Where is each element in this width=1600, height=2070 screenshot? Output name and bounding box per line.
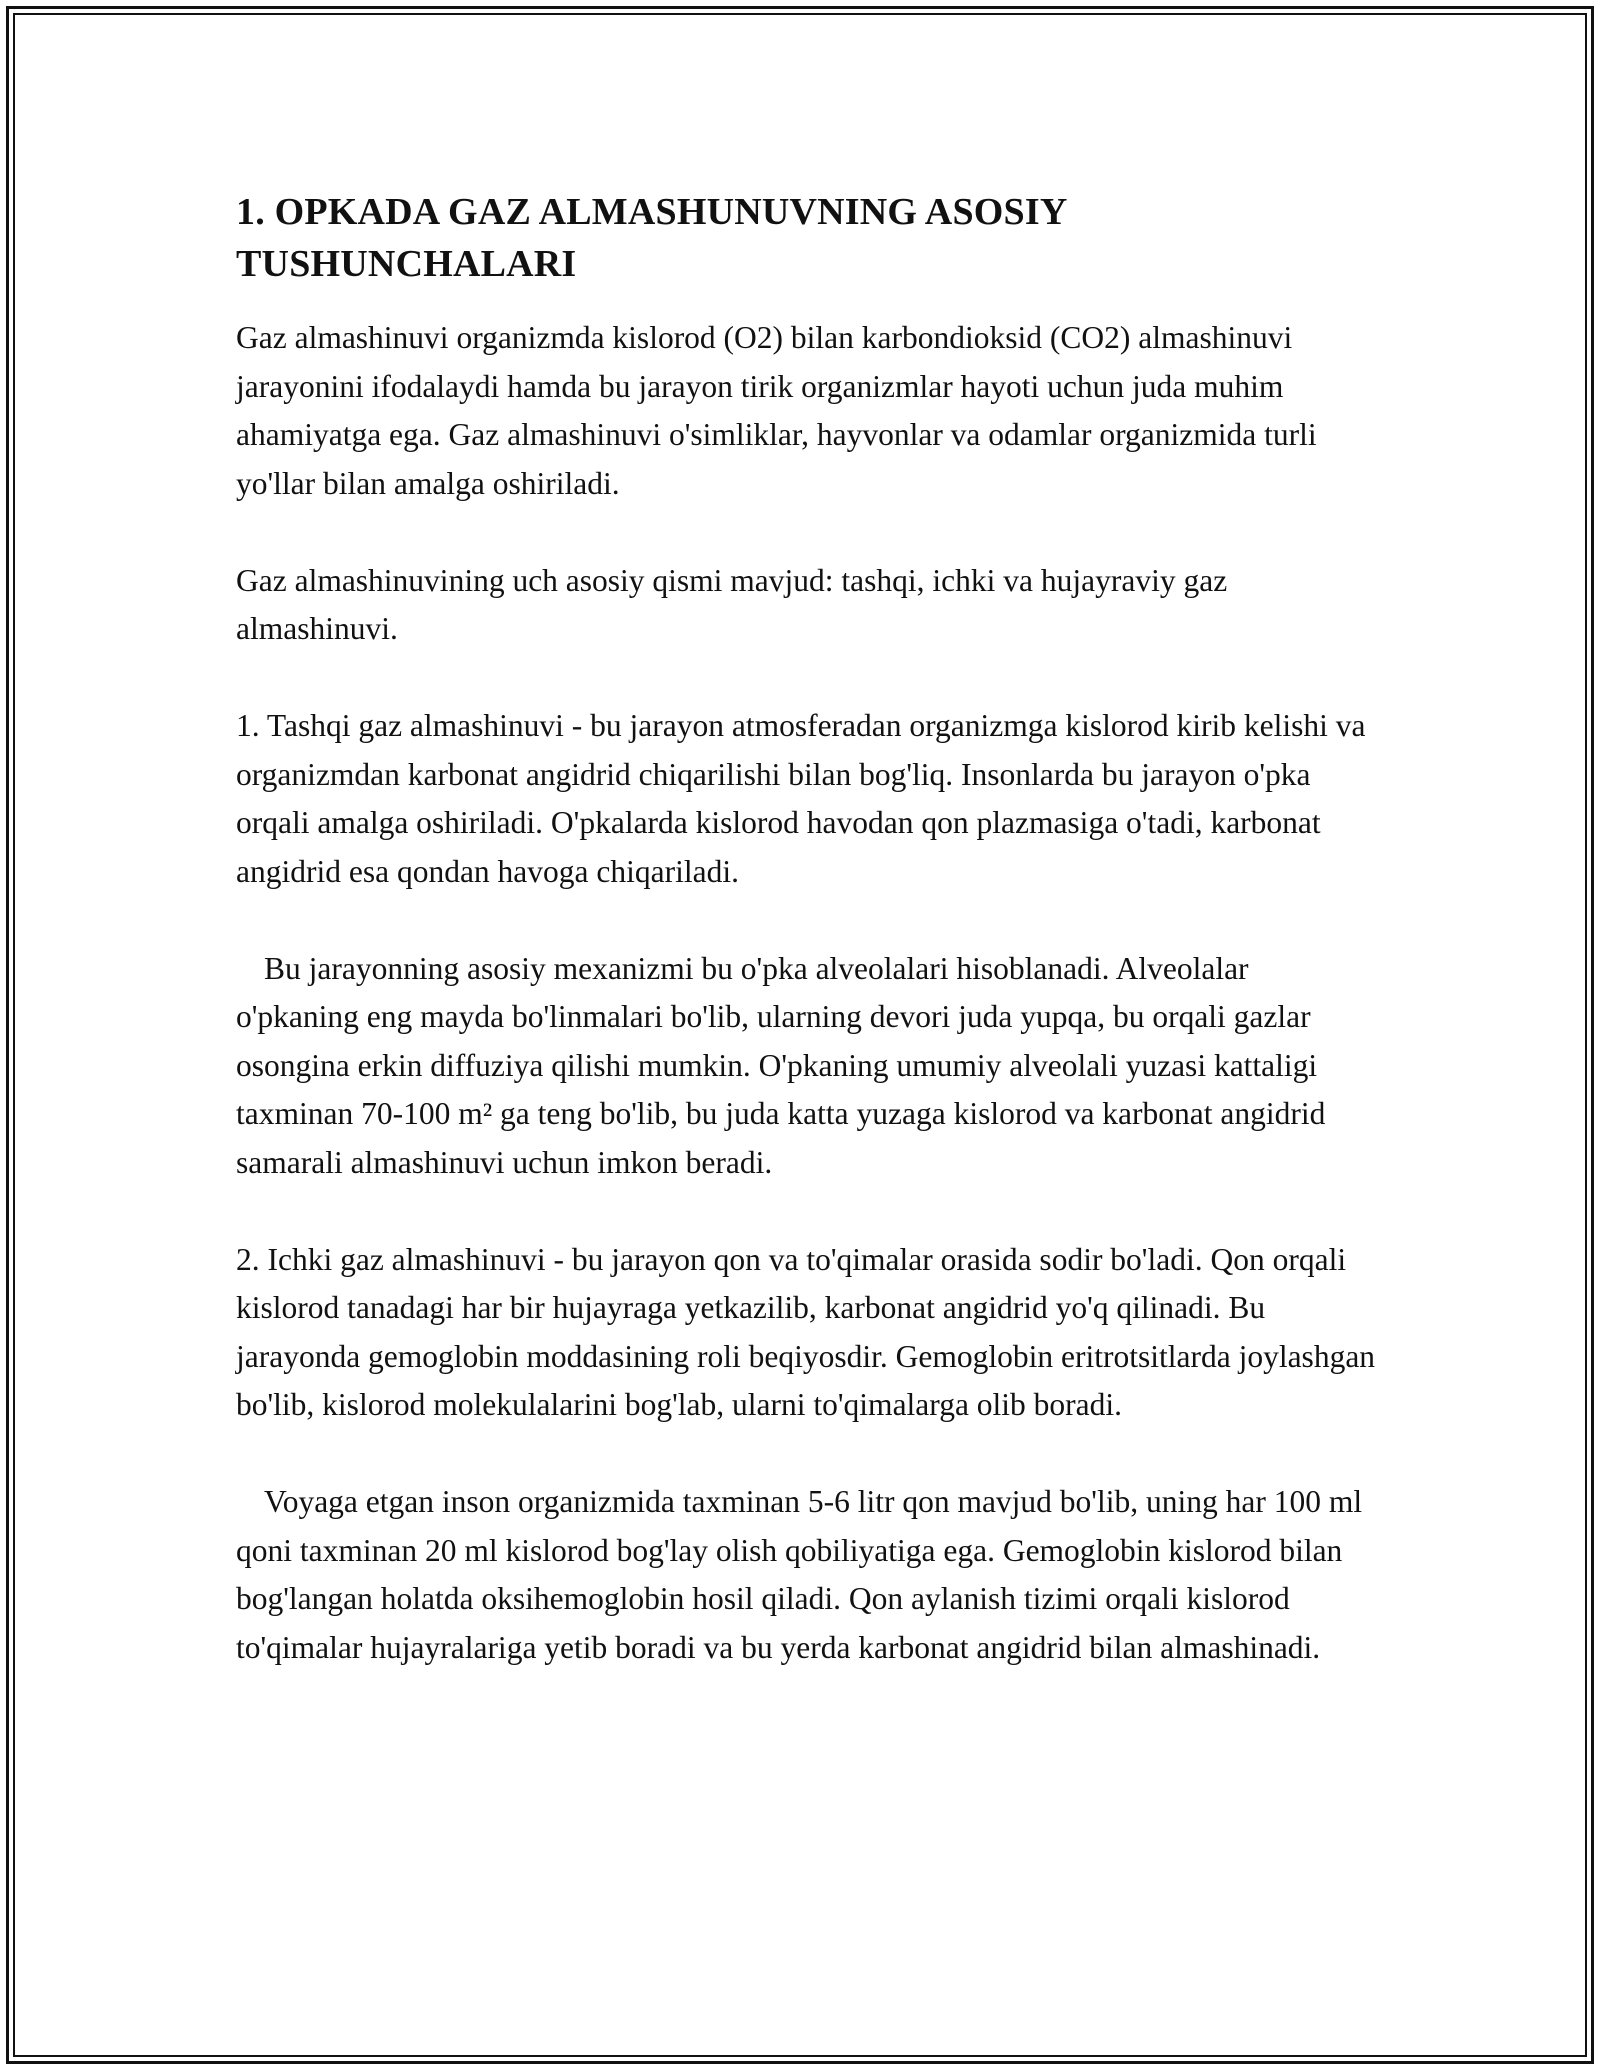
section-title: 1. OPKADA GAZ ALMASHUNUVNING ASOSIY TUSHUNCHALARI: [236, 191, 1067, 285]
paragraph-intro: Gaz almashinuvi organizmda kislorod (O2) bilan karbondioksid (CO2) almashinuvi jarayonini ifodalaydi hamda bu jarayon tirik organizmlar hayoti uchun juda muhim ahamiyatga ega. Gaz almashinuvi o'simliklar, hayvonlar va odamlar organizmida turli yo'llar bilan amalga oshiriladi.: [236, 320, 1325, 501]
paragraph-parts: Gaz almashinuvining uch asosiy qismi mavjud: tashqi, ichki va hujayraviy gaz almashinuvi.: [236, 562, 1236, 646]
document-body: [236, 186, 1383, 1672]
paragraph-internal-exchange: 2. Ichki gaz almashinuvi - bu jarayon qon va to'qimalar orasida sodir bo'ladi. Qon orqali kislorod tanadagi har bir hujayraga yetkazilib, karbonat angidrid yo'q qilinadi. Bu jarayonda gemoglobin moddasining roli beqiyosdir. Gemoglobin eritrotsitlarda joylashgan bo'lib, kislorod molekulalarini bog'lab, ularni to'qimalarga olib boradi.: [236, 1241, 1383, 1422]
paragraph-external-exchange: 1. Tashqi gaz almashinuvi - bu jarayon atmosferadan organizmga kislorod kirib kelishi va organizmdan karbonat angidrid chiqarilishi bilan bog'liq. Insonlarda bu jarayon o'pka orqali amalga oshiriladi. O'pkalarda kislorod havodan qon plazmasiga o'tadi, karbonat angidrid esa qondan havoga chiqariladi.: [236, 708, 1374, 889]
paragraph-alveoli: Bu jarayonning asosiy mexanizmi bu o'pka alveolalari hisoblanadi. Alveolalar o'pkaning eng mayda bo'linmalari bo'lib, ularning devori juda yupqa, bu orqali gazlar osongina erkin diffuziya qilishi mumkin. O'pkaning umumiy alveolali yuzasi kattaligi taxminan 70-100 m² ga teng bo'lib, bu juda katta yuzaga kislorod va karbonat angidrid samarali almashinuvi uchun imkon beradi.: [236, 950, 1334, 1180]
paragraph-blood-volume: Voyaga etgan inson organizmida taxminan 5-6 litr qon mavjud bo'lib, uning har 100 ml qoni taxminan 20 ml kislorod bog'lay olish qobiliyatiga ega. Gemoglobin kislorod bilan bog'langan holatda oksihemoglobin hosil qiladi. Qon aylanish tizimi orqali kislorod to'qimalar hujayralariga yetib boradi va bu yerda karbonat angidrid bilan almashinadi.: [236, 1484, 1370, 1665]
